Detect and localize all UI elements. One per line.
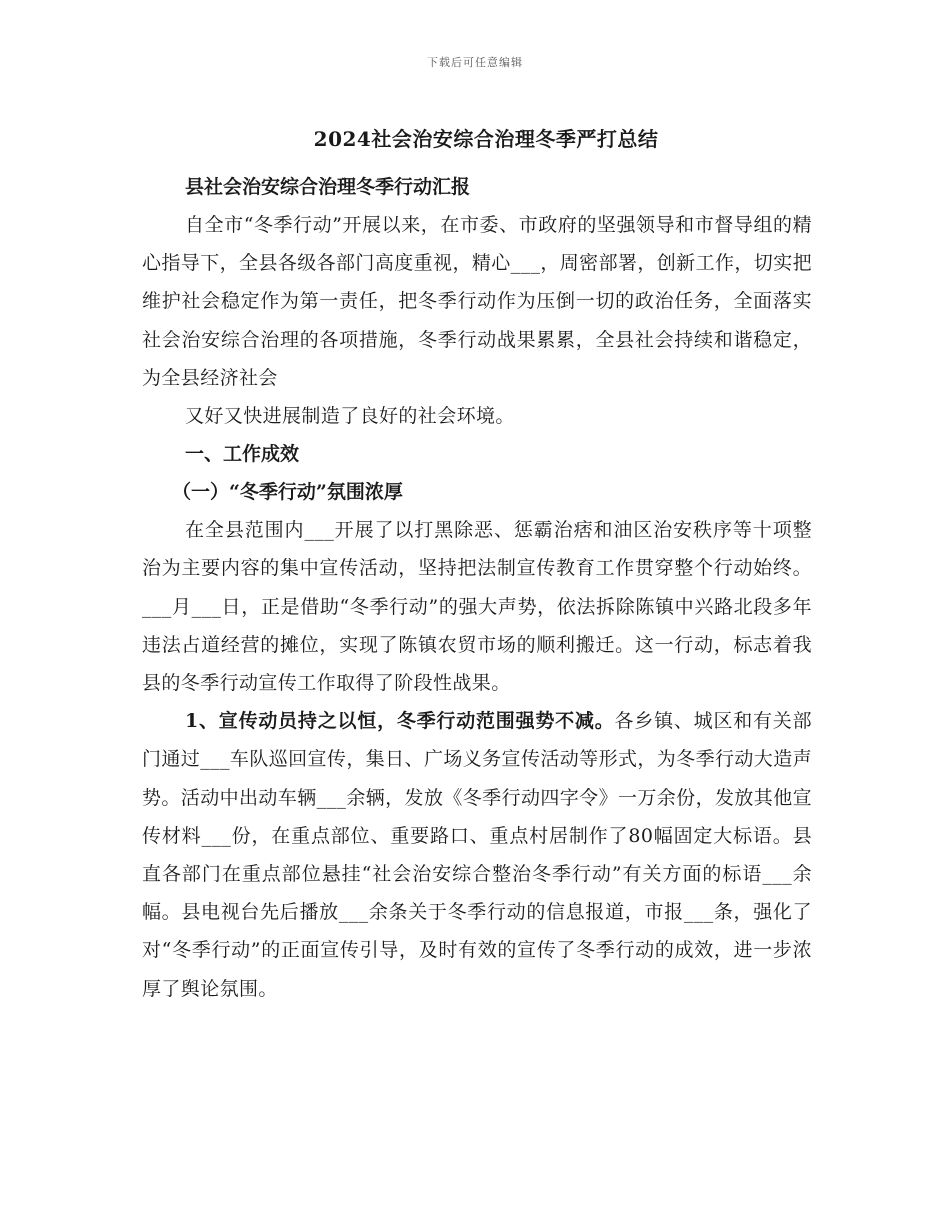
report-subtitle: 县社会治安综合治理冬季行动汇报 <box>185 176 471 198</box>
paragraph-publicity-lead: 1、宣传动员持之以恒，冬季行动范围强势不减。 <box>185 710 615 733</box>
section-heading-work-results: 一、工作成效 <box>185 443 300 466</box>
paragraph-publicity <box>142 702 812 1008</box>
paragraph-campaign: 在全县范围内___开展了以打黑除恶、惩霸治痞和油区治安秩序等十项整治为主要内容的集中宣传活动，坚持把法制宣传教育工作贯穿整个行动始终。___月___日，正是借助“冬季行动”的强大声势，依法拆除陈镇中兴路北段多年违法占道经营的摊位，实现了陈镇农贸市场的顺利搬迁。这一行动，标志着我县的冬季行动宣传工作取得了阶段性战果。 <box>142 519 812 695</box>
document-body <box>142 118 812 1008</box>
subsection-heading-atmosphere: （一）“冬季行动”氛围浓厚 <box>172 481 403 504</box>
paragraph-intro-continued: 又好又快进展制造了良好的社会环境。 <box>185 405 515 428</box>
document-title: 2024社会治安综合治理冬季严打总结 <box>313 127 659 151</box>
header-note: 下载后可任意编辑 <box>427 56 523 69</box>
paragraph-publicity-body: 各乡镇、城区和有关部门通过___车队巡回宣传，集日、广场义务宣传活动等形式，为冬季行动大造声势。活动中出动车辆___余辆，发放《冬季行动四字令》一万余份，发放其他宣传材料___份，在重点部位、重要路口、重点村居制作了80幅固定大标语。县直各部门在重点部位悬挂“社会治安综合整治冬季行动”有关方面的标语___余幅。县电视台先后播放___余条关于冬季行动的信息报道，市报___条，强化了对“冬季行动”的正面宣传引导，及时有效的宣传了冬季行动的成效，进一步浓厚了舆论氛围。 <box>142 710 812 1000</box>
paragraph-intro: 自全市“冬季行动”开展以来，在市委、市政府的坚强领导和市督导组的精心指导下，全县各级各部门高度重视，精心___，周密部署，创新工作，切实把维护社会稳定作为第一责任，把冬季行动作为压倒一切的政治任务，全面落实社会治安综合治理的各项措施，冬季行动战果累累，全县社会持续和谐稳定，为全县经济社会 <box>142 214 812 389</box>
